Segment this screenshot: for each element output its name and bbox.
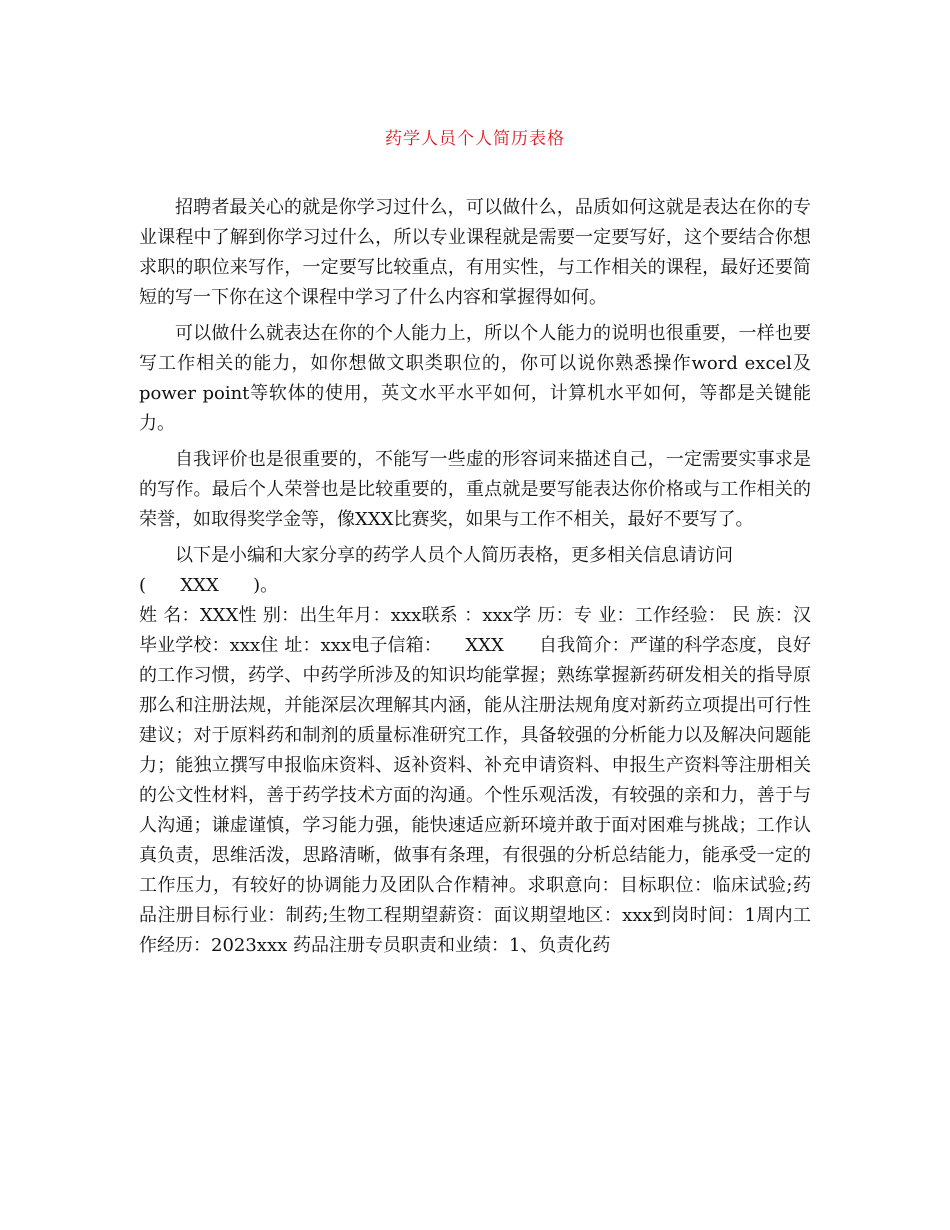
resume-text: 姓 名：XXX性 别：出生年月：xxx联系 ：xxx学 历：专 业：工作经验： 民 族：汉毕业学校：xxx住 址：xxx电子信箱： XXX 自我简介：严谨的科学态度，良好的工作习惯，药学、中药学所涉及的知识均能掌握；熟练掌握新药研发相关的指导原那么和注册法规，并能深层次理解其内涵，能从注册法规角度对新药立项提出可行性建议；对于原料药和制剂的质量标准研究工作，具备较强的分析能力以及解决问题能力；能独立撰写申报临床资料、返补资料、补充申请资料、申报生产资料等注册相关的公文性材料，善于药学技术方面的沟通。个性乐观活泼，有较强的亲和力，善于与人沟通；谦虚谨慎，学习能力强，能快速适应新环境并敢于面对困难与挑战；工作认真负责，思维活泼，思路清晰，做事有条理，有很强的分析总结能力，能承受一定的工作压力，有较好的协调能力及团队合作精神。求职意向：目标职位：临床试验;药品注册目标行业：制药;生物工程期望薪资：面议期望地区：xxx到岗时间：1周内工作经历：2023xxx 药品注册专员职责和业绩：1、负责化药	[139, 605, 811, 956]
paragraph-link-placeholder: ( XXX )。	[139, 575, 279, 596]
document-title: 药学人员个人简历表格	[385, 129, 565, 149]
paragraph-share: 以下是小编和大家分享的药学人员个人简历表格，更多相关信息请访问	[175, 545, 733, 566]
paragraph-abilities: 可以做什么就表达在你的个人能力上，所以个人能力的说明也很重要，一样也要写工作相关的能力，如你想做文职类职位的，你可以说你熟悉操作word excel及power point等软体的使用，英文水平水平如何，计算机水平如何，等都是关键能力。	[139, 323, 811, 434]
document-body	[139, 193, 811, 967]
paragraph-intro: 招聘者最关心的就是你学习过什么，可以做什么，品质如何这就是表达在你的专业课程中了解到你学习过什么，所以专业课程就是需要一定要写好，这个要结合你想求职的职位来写作，一定要写比较重点，有用实性，与工作相关的课程，最好还要简短的写一下你在这个课程中学习了什么内容和掌握得如何。	[139, 197, 811, 308]
paragraph-self-evaluation: 自我评价也是很重要的，不能写一些虚的形容词来描述自己，一定需要实事求是的写作。最后个人荣誉也是比较重要的，重点就是要写能表达你价格或与工作相关的荣誉，如取得奖学金等，像XXX比赛奖，如果与工作不相关，最好不要写了。	[139, 449, 811, 530]
